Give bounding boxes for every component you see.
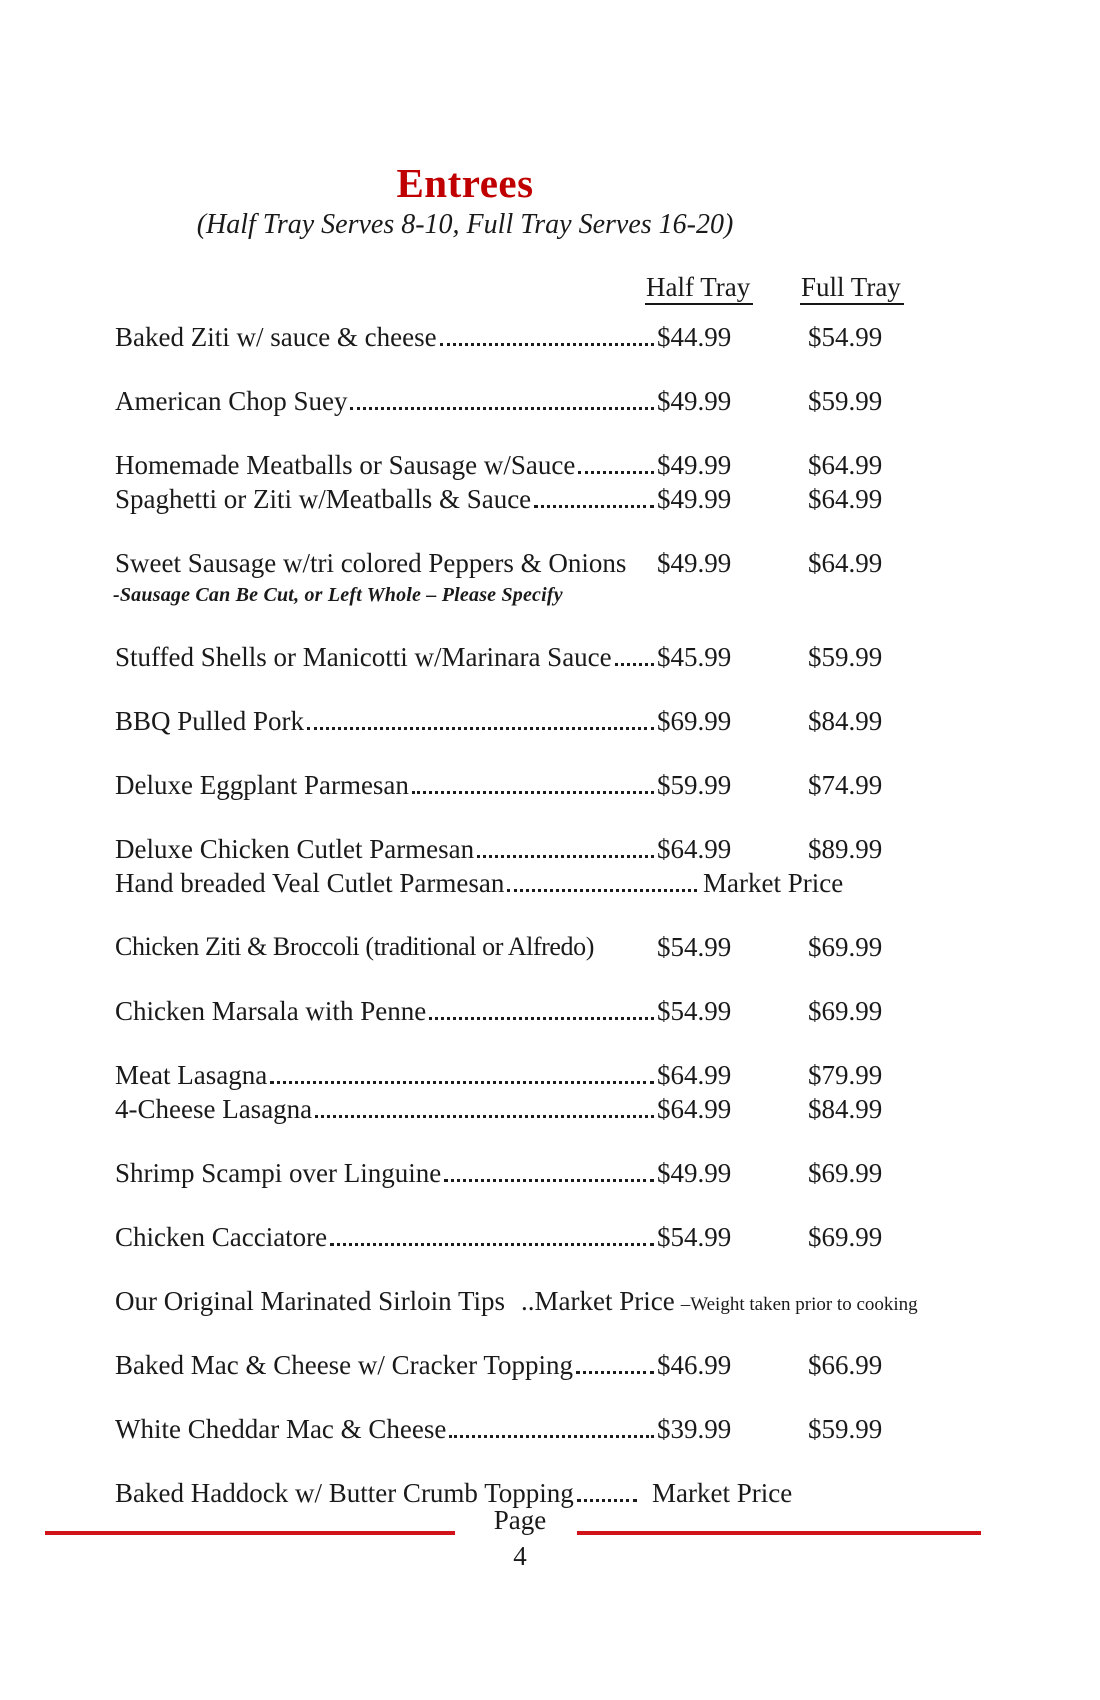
page-header xyxy=(0,0,930,242)
full-tray-price: $64.99 xyxy=(808,484,883,514)
menu-row-white-cheddar-mac xyxy=(0,1412,1100,1446)
full-tray-price: $69.99 xyxy=(808,996,883,1026)
full-tray-price: $69.99 xyxy=(808,1158,883,1188)
dot-leader xyxy=(270,1081,654,1084)
menu-row-chicken-cacciatore xyxy=(0,1220,1100,1254)
sausage-note: -Sausage Can Be Cut, or Left Whole – Please Specify xyxy=(113,584,563,606)
menu-row-chop-suey xyxy=(0,384,1100,418)
menu-row-shrimp-scampi xyxy=(0,1156,1100,1190)
item-name-wrap xyxy=(115,1220,657,1254)
full-tray-price: $69.99 xyxy=(808,1222,883,1252)
dot-leader xyxy=(576,1371,654,1374)
item-name: Deluxe Chicken Cutlet Parmesan xyxy=(115,834,475,864)
half-tray-price: $49.99 xyxy=(657,484,732,514)
menu-row-meatballs-sausage xyxy=(0,448,1100,482)
item-name-wrap xyxy=(115,640,657,674)
full-tray-price: $59.99 xyxy=(808,1414,883,1444)
item-name: Chicken Marsala with Penne xyxy=(115,996,427,1026)
item-name-wrap xyxy=(115,546,657,580)
full-tray-header: Full Tray xyxy=(800,272,904,305)
dot-leader xyxy=(315,1115,654,1118)
dot-leader xyxy=(440,343,654,346)
dot-leader xyxy=(477,855,654,858)
item-name: Meat Lasagna xyxy=(115,1060,268,1090)
footer-page-number: 4 xyxy=(513,1541,527,1571)
item-name-wrap xyxy=(115,930,657,964)
market-price-label: Market Price xyxy=(703,868,844,898)
item-name: Deluxe Eggplant Parmesan xyxy=(115,770,409,800)
half-tray-price: $59.99 xyxy=(657,770,732,800)
page-subtitle: (Half Tray Serves 8-10, Full Tray Serves 16-20) xyxy=(196,209,734,240)
half-tray-price: $64.99 xyxy=(657,1094,732,1124)
item-name-wrap xyxy=(115,384,657,418)
item-name-wrap xyxy=(115,866,700,900)
full-tray-price: $64.99 xyxy=(808,548,883,578)
menu-row-chicken-cutlet-parm xyxy=(0,832,1100,866)
item-name-wrap xyxy=(115,994,657,1028)
market-price-label: ..Market Price xyxy=(521,1286,675,1316)
item-name-wrap xyxy=(115,482,657,516)
item-name: Baked Ziti w/ sauce & cheese xyxy=(115,322,437,352)
menu-row-eggplant-parm xyxy=(0,768,1100,802)
full-tray-price: $79.99 xyxy=(808,1060,883,1090)
half-tray-price: $49.99 xyxy=(657,450,732,480)
half-tray-price: $69.99 xyxy=(657,706,732,736)
item-name: Homemade Meatballs or Sausage w/Sauce xyxy=(115,450,576,480)
menu-row-sweet-sausage xyxy=(0,546,1100,580)
footer-page-label: Page xyxy=(493,1505,547,1535)
half-tray-price: $54.99 xyxy=(657,996,732,1026)
full-tray-price: $59.99 xyxy=(808,642,883,672)
item-name: Baked Haddock w/ Butter Crumb Topping xyxy=(115,1478,574,1508)
dot-leader xyxy=(429,1017,654,1020)
full-tray-price: $89.99 xyxy=(808,834,883,864)
item-name-wrap xyxy=(115,448,657,482)
item-name: Chicken Cacciatore xyxy=(115,1222,328,1252)
full-tray-price: $84.99 xyxy=(808,706,883,736)
dot-leader xyxy=(534,505,654,508)
half-tray-price: $64.99 xyxy=(657,1060,732,1090)
footer-rule-left xyxy=(45,1531,455,1535)
dot-leader xyxy=(507,889,697,892)
dot-leader xyxy=(412,791,654,794)
menu-row-baked-ziti xyxy=(0,320,1100,354)
item-name: Sweet Sausage w/tri colored Peppers & Onions xyxy=(115,548,627,578)
menu-row-spaghetti-ziti xyxy=(0,482,1100,516)
menu-row-meat-lasagna xyxy=(0,1058,1100,1092)
half-tray-price: $64.99 xyxy=(657,834,732,864)
footer-rule-right xyxy=(577,1531,981,1535)
sirloin-weight-note: –Weight taken prior to cooking xyxy=(680,1294,918,1315)
item-name: Baked Mac & Cheese w/ Cracker Topping xyxy=(115,1350,573,1380)
item-name: Our Original Marinated Sirloin Tips xyxy=(115,1286,505,1316)
half-tray-price: $39.99 xyxy=(657,1414,732,1444)
half-tray-price: $49.99 xyxy=(657,1158,732,1188)
full-tray-price: $74.99 xyxy=(808,770,883,800)
menu-row-chicken-ziti-broccoli xyxy=(0,930,1100,964)
item-name-wrap xyxy=(115,1092,657,1126)
item-name-wrap xyxy=(115,1348,657,1382)
full-tray-price: $64.99 xyxy=(808,450,883,480)
half-tray-price: $54.99 xyxy=(657,1222,732,1252)
dot-leader xyxy=(444,1179,654,1182)
dot-leader xyxy=(577,1499,637,1502)
dot-leader xyxy=(449,1435,654,1438)
item-name: Spaghetti or Ziti w/Meatballs & Sauce xyxy=(115,484,532,514)
menu-row-chicken-marsala xyxy=(0,994,1100,1028)
half-tray-header: Half Tray xyxy=(645,272,753,305)
dot-leader xyxy=(615,663,654,666)
dot-leader xyxy=(578,471,654,474)
item-name-wrap xyxy=(115,1412,657,1446)
menu-row-four-cheese-lasagna xyxy=(0,1092,1100,1126)
dot-leader xyxy=(330,1243,654,1246)
menu-row-sirloin-tips xyxy=(0,1284,1100,1318)
item-name: Shrimp Scampi over Linguine xyxy=(115,1158,442,1188)
item-name-wrap xyxy=(115,1156,657,1190)
full-tray-price: $66.99 xyxy=(808,1350,883,1380)
item-name-wrap xyxy=(115,1058,657,1092)
item-name: 4-Cheese Lasagna xyxy=(115,1094,313,1124)
full-tray-price: $69.99 xyxy=(808,932,883,962)
half-tray-price: $49.99 xyxy=(657,548,732,578)
item-name-wrap xyxy=(115,832,657,866)
item-name: Stuffed Shells or Manicotti w/Marinara Sauce xyxy=(115,642,612,672)
half-tray-price: $49.99 xyxy=(657,386,732,416)
item-name: Hand breaded Veal Cutlet Parmesan xyxy=(115,868,505,898)
item-name: American Chop Suey xyxy=(115,386,348,416)
full-tray-price: $54.99 xyxy=(808,322,883,352)
menu-row-stuffed-shells xyxy=(0,640,1100,674)
menu-row-bbq-pulled-pork xyxy=(0,704,1100,738)
item-name-wrap xyxy=(115,704,657,738)
item-name: White Cheddar Mac & Cheese xyxy=(115,1414,447,1444)
menu-row-veal-cutlet-parm xyxy=(0,866,1100,900)
dot-leader xyxy=(350,407,654,410)
half-tray-price: $44.99 xyxy=(657,322,732,352)
dot-leader xyxy=(307,727,654,730)
item-name: Chicken Ziti & Broccoli (traditional or Alfredo) xyxy=(115,932,595,961)
market-price-label: Market Price xyxy=(652,1478,793,1508)
full-tray-price: $59.99 xyxy=(808,386,883,416)
item-name-wrap xyxy=(115,320,657,354)
item-name-wrap xyxy=(115,768,657,802)
half-tray-price: $46.99 xyxy=(657,1350,732,1380)
menu-row-baked-mac xyxy=(0,1348,1100,1382)
item-name: BBQ Pulled Pork xyxy=(115,706,305,736)
page-title: Entrees xyxy=(396,160,534,206)
full-tray-price: $84.99 xyxy=(808,1094,883,1124)
half-tray-price: $45.99 xyxy=(657,642,732,672)
column-headers xyxy=(0,272,1100,306)
half-tray-price: $54.99 xyxy=(657,932,732,962)
